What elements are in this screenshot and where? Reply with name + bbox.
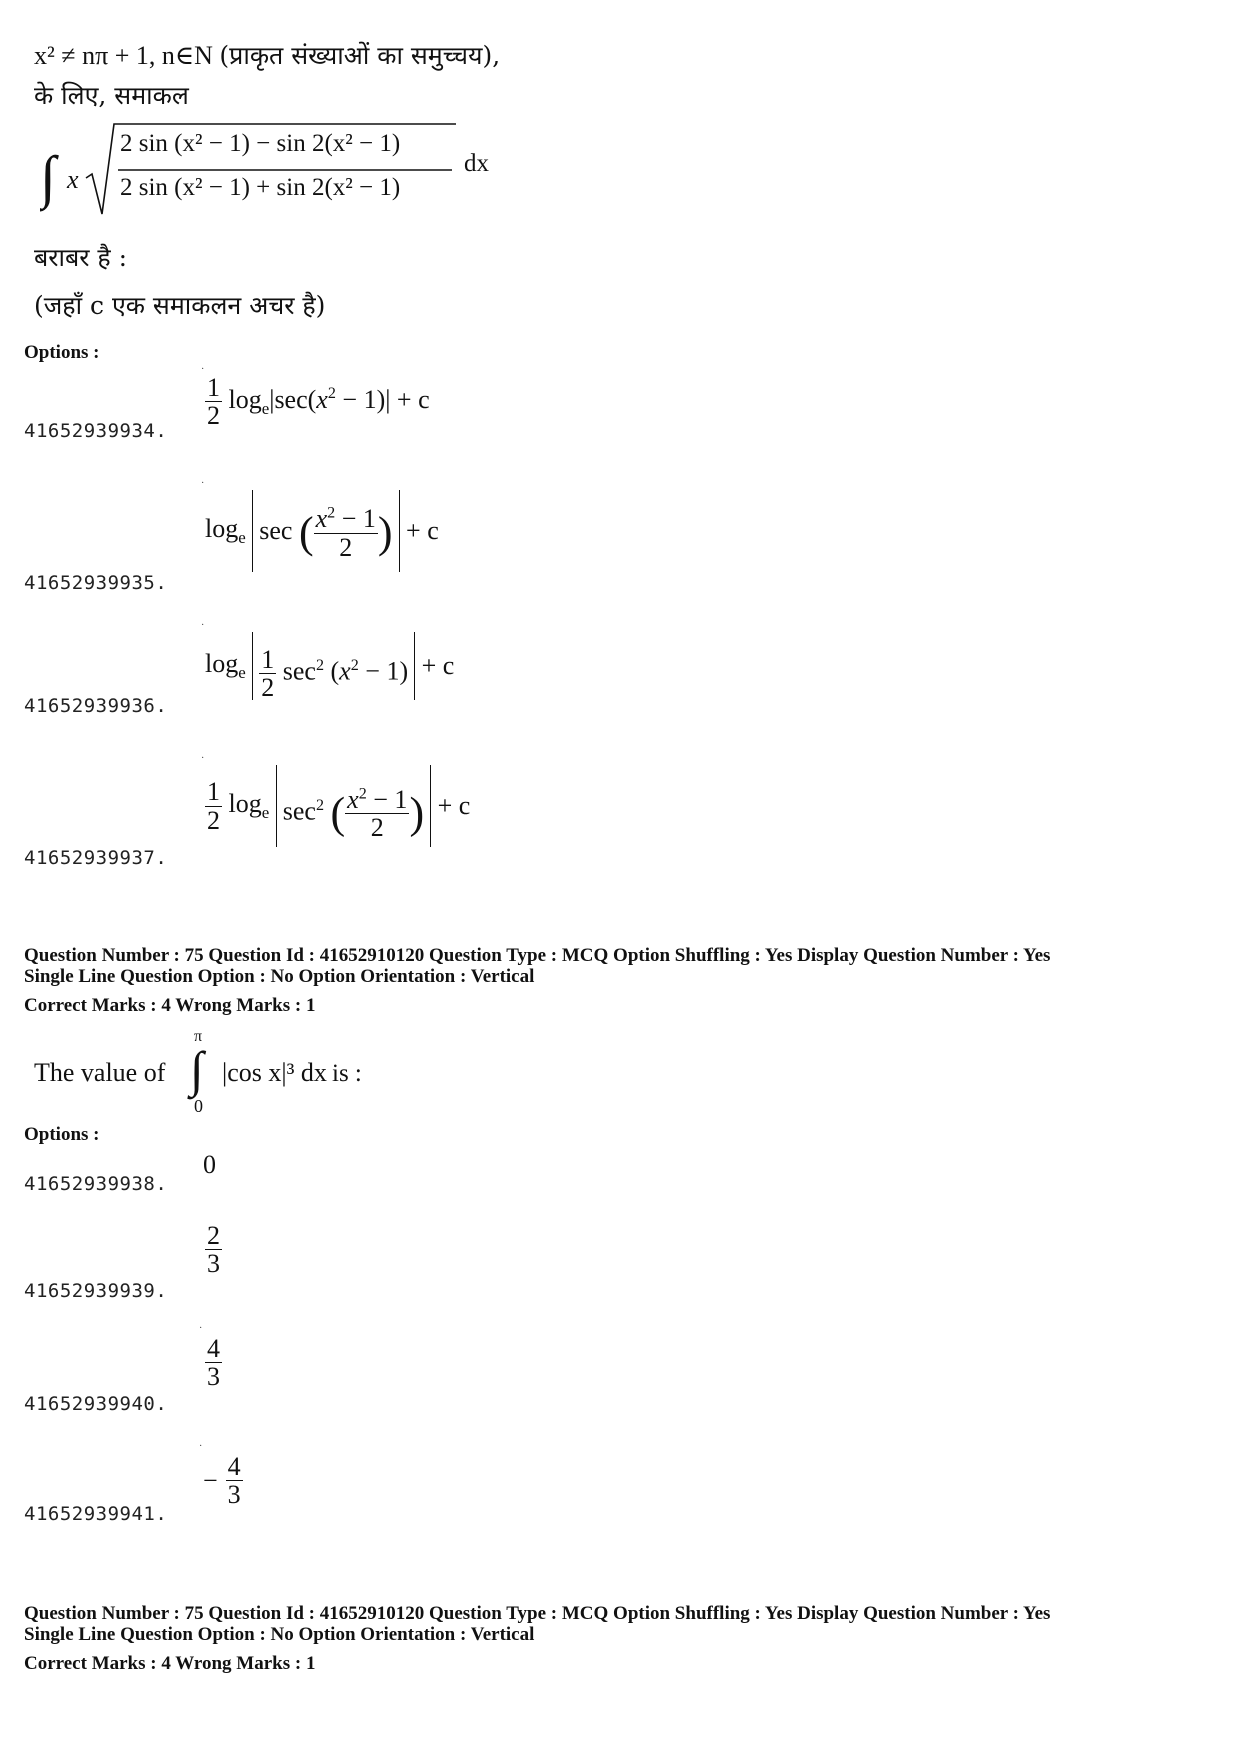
option-id: 41652939936.	[24, 695, 168, 717]
condition-expression: x² ≠ nπ + 1, n∈N	[34, 41, 213, 70]
fraction-x2-minus-1-over-2: $\frac{x^2 - 1}{2}$	[315, 504, 376, 562]
option-id: 41652939935.	[24, 572, 168, 594]
fraction-denominator: 3	[227, 1480, 241, 1510]
fraction-x2-minus-1-over-2: $\frac{x^2 - 1}{2}$	[347, 784, 408, 843]
option-expression: · $\log_e$ $\frac{1}{2}$ $\sec^2 (x^2 - 1) + c$	[201, 620, 455, 703]
integral-upper-limit: π	[194, 1028, 203, 1045]
question-meta-line1: Question Number : 75 Question Id : 41652910120 Question Type : MCQ Option Shuffling : Yes Display Question Number : Yes	[24, 1603, 1051, 1624]
option-expression: · $\frac{1}{2}$ $\log_e \sec^2$ ( $\frac{x^2 - 1}{2}$ ) + c	[205, 765, 470, 847]
tick-mark: ·	[201, 620, 205, 631]
fraction-numerator: 4	[207, 1334, 220, 1363]
option-fraction	[199, 1323, 222, 1392]
question-marks: Correct Marks : 4 Wrong Marks : 1	[24, 1653, 316, 1674]
tick-mark: ·	[201, 364, 205, 375]
fraction-denominator: 3	[207, 1362, 220, 1392]
stem-text: The value of	[34, 1058, 166, 1087]
hindi-line-integral-intro: के लिए, समाकल	[34, 81, 189, 110]
option-value: 0	[203, 1150, 216, 1179]
question-meta-line1: Question Number : 75 Question Id : 41652910120 Question Type : MCQ Option Shuffling : Yes Display Question Number : Yes	[24, 945, 1051, 966]
tick-mark: ·	[199, 1323, 203, 1334]
question-stem	[34, 1028, 434, 1118]
option-fraction	[199, 1441, 243, 1510]
integral-expression	[40, 118, 500, 223]
svg-text:x: x	[67, 165, 79, 194]
fraction-numerator: 2	[207, 1221, 220, 1250]
option-id: 41652939939.	[24, 1280, 168, 1302]
radical-numerator: 2 sin (x² − 1) − sin 2(x² − 1)	[120, 130, 401, 157]
option-id: 41652939934.	[24, 420, 168, 442]
fraction-half: $\frac{1}{2}$	[207, 373, 220, 431]
fraction-numerator: 4	[227, 1452, 241, 1481]
integral-dx: dx	[464, 150, 489, 177]
fraction-half: $\frac{1}{2}$	[261, 644, 275, 703]
radical-denominator: 2 sin (x² − 1) + sin 2(x² − 1)	[120, 174, 401, 201]
question-meta-line2: Single Line Question Option : No Option Orientation : Vertical	[24, 966, 535, 987]
minus-sign: −	[203, 1465, 218, 1495]
integral-sign: ∫	[190, 1041, 204, 1097]
option-expression: · $\log_e \sec$ ( $\frac{x^2 - 1}{2}$ ) + c	[205, 490, 439, 572]
options-label: Options :	[24, 342, 100, 363]
hindi-line-constant-note: (जहाँ c एक समाकलन अचर है)	[34, 291, 326, 320]
tick-mark: ·	[201, 478, 205, 489]
question-marks: Correct Marks : 4 Wrong Marks : 1	[24, 995, 316, 1016]
hindi-line-equals: बराबर है :	[34, 243, 128, 272]
option-id: 41652939940.	[24, 1393, 168, 1415]
option-id: 41652939938.	[24, 1173, 168, 1195]
tick-mark: ·	[199, 1441, 203, 1452]
option-id: 41652939941.	[24, 1503, 168, 1525]
question-meta-line2: Single Line Question Option : No Option Orientation : Vertical	[24, 1624, 535, 1645]
condition-math	[34, 38, 500, 72]
option-fraction	[205, 1222, 222, 1278]
tick-mark: ·	[201, 753, 205, 764]
condition-hindi: (प्राकृत संख्याओं का समुच्चय),	[219, 41, 501, 70]
option-expression: · $\frac{1}{2}$ $\log_e|\sec(x^2 - 1)| + c$	[201, 364, 430, 431]
fraction-half: $\frac{1}{2}$	[207, 777, 220, 835]
fraction-denominator: 3	[207, 1249, 220, 1279]
integral-lower-limit: 0	[194, 1096, 203, 1116]
stem-tail: is :	[332, 1060, 362, 1087]
svg-text:∫: ∫	[40, 144, 56, 209]
option-id: 41652939937.	[24, 847, 168, 869]
options-label: Options :	[24, 1124, 100, 1145]
integrand: |cos x|³ dx	[222, 1058, 327, 1087]
